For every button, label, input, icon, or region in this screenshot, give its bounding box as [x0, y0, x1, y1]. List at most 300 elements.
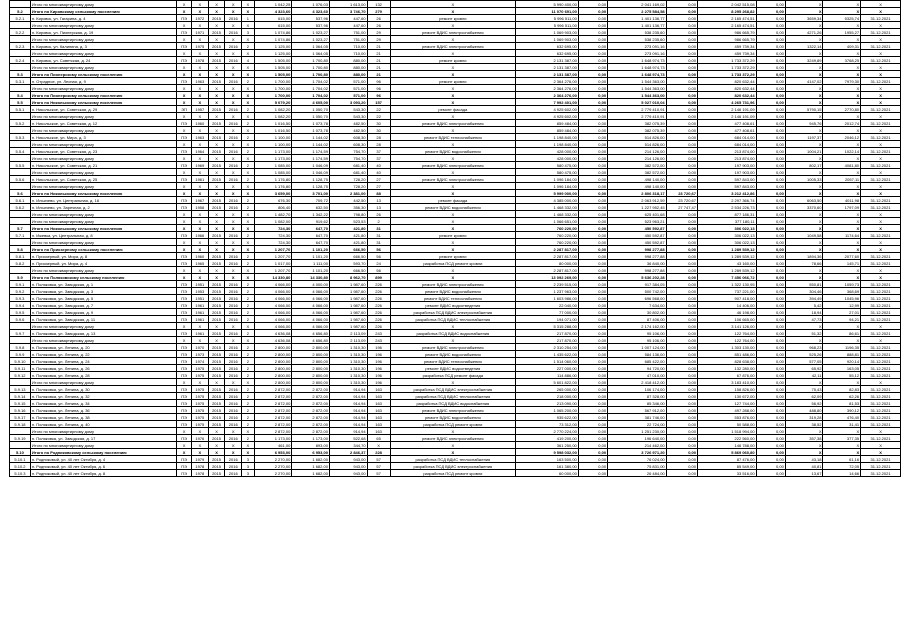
table-cell: ПЭ [177, 407, 192, 414]
table-cell: разработка ПСД ВДИС теплоснабжения [390, 393, 515, 400]
table-cell: 1975 [191, 365, 208, 372]
table-cell: 2 297 366,74 [698, 197, 757, 204]
table-cell: 31 [367, 225, 390, 232]
table-cell: 1 682,00 [292, 470, 330, 477]
table-cell: 2 146 191,09 [698, 106, 757, 113]
table-cell: 2016 [225, 386, 242, 393]
table-cell: 356,30 [329, 204, 367, 211]
table-cell: 1 613,00 [329, 1, 367, 8]
table-cell: 0,00 [578, 288, 607, 295]
table-cell: Итого по многоквартирному дому [30, 267, 176, 274]
table-cell: 2 [242, 407, 255, 414]
table-cell: Х [208, 190, 225, 197]
table-cell: 2016 [225, 372, 242, 379]
table-cell: 920,14 [823, 358, 861, 365]
table-cell: Х [390, 449, 515, 456]
table-cell: Х [242, 379, 255, 386]
table-cell: 2016 [225, 15, 242, 22]
table-cell: 500 742,00 [608, 288, 667, 295]
table-cell: Х [823, 246, 861, 253]
table-cell: 0,00 [756, 15, 785, 22]
table-cell: 1 096 184,00 [516, 176, 579, 183]
table-cell: 13,67 [785, 470, 823, 477]
table-cell: 4 066,00 [292, 316, 330, 323]
table-cell: ремонт кровли [390, 57, 515, 64]
table-cell: 5.7.1 [10, 232, 31, 239]
table-cell: 21 [367, 64, 390, 71]
table-cell: 4 323,60 [292, 8, 330, 15]
table-cell: п. Кировск, ул. Гагарина, д. 4 [30, 15, 176, 22]
table-cell: 122 764,00 [698, 337, 757, 344]
table-cell: 2016 [225, 106, 242, 113]
table-cell: 1 069 903,00 [516, 29, 579, 36]
table-cell: 1 733 372,29 [698, 64, 757, 71]
table-cell: п. Поляковка, ул. Ленина, д. 26 [30, 365, 176, 372]
table-cell: Х [785, 428, 823, 435]
table-row [10, 295, 901, 302]
table-cell: 0,00 [578, 120, 607, 127]
table-cell: 917 384,05 [608, 281, 667, 288]
table-cell: п. Поляковка, ул. Ленина, д. 40 [30, 421, 176, 428]
table-cell: Х [785, 218, 823, 225]
table-cell: Х [861, 36, 901, 43]
table-row [10, 120, 901, 127]
table-cell: 919,62 [292, 218, 330, 225]
table-cell: 0,00 [756, 8, 785, 15]
table-cell: 1 251 230,00 [608, 428, 667, 435]
table-cell: 5 996 511,00 [516, 15, 579, 22]
table-cell: Итого по многоквартирному дому [30, 36, 176, 43]
table-cell: Х [208, 246, 225, 253]
table-cell: Х [191, 92, 208, 99]
table-cell: 0,00 [578, 260, 607, 267]
table-cell: 2 [242, 330, 255, 337]
table-cell: 5.5.6 [10, 176, 31, 183]
table-row [10, 232, 901, 239]
table-cell: 227 000,00 [516, 365, 579, 372]
table-cell: 2 872,00 [292, 407, 330, 414]
table-cell: Х [225, 225, 242, 232]
table-cell: Х [191, 239, 208, 246]
table-cell: Х [861, 183, 901, 190]
table-cell: 0,00 [578, 435, 607, 442]
table-cell: 2016 [225, 470, 242, 477]
table-cell: 666,50 [329, 267, 367, 274]
table-cell: 31.12.2021 [861, 232, 901, 239]
table-cell: Х [225, 1, 242, 8]
table-cell: 0,00 [578, 295, 607, 302]
table-cell: Х [785, 379, 823, 386]
table-cell: 11 070 691,00 [516, 8, 579, 15]
table-cell: 421,80 [329, 239, 367, 246]
table-cell: 0,00 [578, 449, 607, 456]
table-cell: 1 073,78 [292, 120, 330, 127]
table-cell: 5325,74 [823, 15, 861, 22]
table-cell: 0,00 [756, 337, 785, 344]
table-cell: 78,66 [785, 260, 823, 267]
table-cell: Х [823, 190, 861, 197]
table-cell: Х [225, 211, 242, 218]
table-cell: 0,00 [756, 281, 785, 288]
table-cell: 31.12.2021 [861, 15, 901, 22]
table-cell: 2 800,00 [254, 365, 292, 372]
table-cell: 0,00 [756, 64, 785, 71]
table-cell: 1004,21 [785, 148, 823, 155]
table-cell: 0,00 [756, 99, 785, 106]
table-cell: 2 [242, 421, 255, 428]
table-cell: Х [208, 71, 225, 78]
table-cell: Х [861, 85, 901, 92]
table-cell: 2 [242, 162, 255, 169]
table-cell: 5.9.5 [10, 309, 31, 316]
table-cell: ремонт ВДИС электроснабжения [390, 281, 515, 288]
table-cell: 21 [367, 71, 390, 78]
table-cell: 0,00 [666, 351, 697, 358]
table-cell: 1974 [191, 358, 208, 365]
table-cell: 0,00 [666, 57, 697, 64]
table-cell: 0,00 [578, 127, 607, 134]
table-cell: ремонт фасада [390, 197, 515, 204]
table-cell: Х [242, 183, 255, 190]
table-cell: 0,00 [578, 253, 607, 260]
table-cell: ПЭ [177, 281, 192, 288]
table-cell: 226 [367, 288, 390, 295]
table-row [10, 211, 901, 218]
table-body [10, 1, 901, 477]
table-row [10, 414, 901, 421]
table-cell: ПЭ [177, 365, 192, 372]
table-cell: 2016 [225, 78, 242, 85]
table-cell: 580 475,00 [516, 162, 579, 169]
table-cell: 8 962,70 [329, 274, 367, 281]
table-cell: 2 [242, 253, 255, 260]
table-cell: 5.9.1 [10, 281, 31, 288]
table-cell: 428 000,00 [516, 148, 579, 155]
table-cell: 194 071,00 [516, 316, 579, 323]
table-cell: 914,94 [329, 428, 367, 435]
table-cell: 553 876,00 [698, 414, 757, 421]
table-row [10, 169, 901, 176]
table-cell: 1 023,27 [292, 29, 330, 36]
table-cell: 0,00 [578, 8, 607, 15]
table-cell: 2046,12 [823, 134, 861, 141]
table-cell: 1 100,00 [254, 134, 292, 141]
table-cell: 38,52 [785, 421, 823, 428]
table-cell: 0,00 [578, 316, 607, 323]
table-cell: 2 800,00 [254, 358, 292, 365]
table-cell: 0,00 [666, 22, 697, 29]
table-cell: 1961 [191, 176, 208, 183]
table-cell: Х [177, 239, 192, 246]
table-cell: ПЭ [177, 29, 192, 36]
table-cell: 0,00 [666, 337, 697, 344]
table-cell: 2015 [208, 470, 225, 477]
table-cell: 724,30 [254, 225, 292, 232]
table-row [10, 400, 901, 407]
table-cell: 85 346,00 [608, 400, 667, 407]
table-cell: 43 160,00 [698, 260, 757, 267]
table-cell: 2015 [208, 120, 225, 127]
table-cell: 2 [242, 358, 255, 365]
table-cell: 21 [367, 50, 390, 57]
table-cell: 0,00 [666, 92, 697, 99]
table-cell: Х [785, 127, 823, 134]
table-cell: 0,00 [578, 246, 607, 253]
table-row [10, 36, 901, 43]
table-row [10, 393, 901, 400]
table-row [10, 407, 901, 414]
table-cell: п. Отрадное, ул. Лесная, д. 9 [30, 78, 176, 85]
table-cell: 2015 [208, 351, 225, 358]
table-cell: 0,00 [578, 15, 607, 22]
table-cell: 87 328,00 [608, 393, 667, 400]
table-cell: Х [191, 211, 208, 218]
table-cell [10, 169, 31, 176]
table-cell: 31.12.2021 [861, 386, 901, 393]
table-cell: 226 [367, 295, 390, 302]
table-cell: 163 500,00 [516, 456, 579, 463]
table-cell: 2016 [225, 316, 242, 323]
table-cell: 368,69 [823, 288, 861, 295]
table-cell: Х [225, 92, 242, 99]
table-cell: 710,00 [329, 50, 367, 57]
table-cell: 1 144,02 [292, 134, 330, 141]
table-cell: 1 198 840,00 [516, 134, 579, 141]
table-cell: 14,66 [823, 470, 861, 477]
table-cell: 2015 [208, 281, 225, 288]
table-cell: 0,00 [666, 323, 697, 330]
table-cell: 0,00 [756, 386, 785, 393]
table-cell: Х [242, 211, 255, 218]
table-cell: Х [390, 92, 515, 99]
table-cell: 196 [367, 365, 390, 372]
table-cell: Х [208, 225, 225, 232]
table-cell: 1969 [191, 162, 208, 169]
table-cell: 5.9.15 [10, 400, 31, 407]
table-cell: 6063,50 [785, 197, 823, 204]
table-cell: 0,00 [756, 36, 785, 43]
table-cell: Итого по многоквартирному дому [30, 428, 176, 435]
table-cell: Х [177, 323, 192, 330]
table-cell: 1 227 952,45 [608, 204, 667, 211]
table-cell: разработка ПСД ремонт кровли [390, 260, 515, 267]
table-cell: Х [208, 141, 225, 148]
table-cell: 0,00 [756, 421, 785, 428]
table-cell: 0,00 [756, 442, 785, 449]
table-cell: разработка ПСД ВДИС водоснабжения [390, 330, 515, 337]
table-cell: Х [390, 155, 515, 162]
table-row [10, 176, 901, 183]
table-cell: 477 408,61 [698, 120, 757, 127]
table-row [10, 246, 901, 253]
table-cell: 1 207,70 [254, 246, 292, 253]
table-cell: ПЭ [177, 470, 192, 477]
table-cell: 1 046,09 [292, 169, 330, 176]
table-cell: Х [823, 211, 861, 218]
table-cell: 537,96 [292, 22, 330, 29]
table-cell: 914,94 [329, 414, 367, 421]
table-cell: Х [208, 92, 225, 99]
table-cell: 1 173,00 [254, 155, 292, 162]
table-cell: ПЭ [177, 463, 192, 470]
table-cell: 0,00 [578, 330, 607, 337]
table-cell: 1 289 539,12 [698, 267, 757, 274]
table-cell: Х [242, 1, 255, 8]
table-cell: Х [208, 169, 225, 176]
table-cell: Х [242, 141, 255, 148]
table-row [10, 29, 901, 36]
table-cell: Х [242, 246, 255, 253]
table-cell: 2 779 410,91 [608, 106, 667, 113]
table-cell: Х [242, 22, 255, 29]
table-cell: Итого по многоквартирному дому [30, 127, 176, 134]
table-cell: 0,00 [578, 169, 607, 176]
table-cell: 7 992 401,00 [516, 99, 579, 106]
table-cell: Х [861, 99, 901, 106]
table-cell: 357,38 [785, 435, 823, 442]
table-cell: Х [208, 449, 225, 456]
table-cell: 5.3.1 [10, 78, 31, 85]
table-cell: 0,00 [666, 211, 697, 218]
table-cell: 877 186,31 [698, 211, 757, 218]
table-row [10, 351, 901, 358]
table-cell: Итого по многоквартирному дому [30, 211, 176, 218]
table-cell: 1 173,00 [292, 435, 330, 442]
table-row [10, 141, 901, 148]
table-cell: 943,00 [329, 463, 367, 470]
table-cell: Х [823, 442, 861, 449]
table-cell: Х [861, 442, 901, 449]
table-cell: 5.5.2 [10, 120, 31, 127]
table-cell: 498 140,00 [608, 176, 667, 183]
table-cell: 584 136,00 [608, 351, 667, 358]
table-cell: 0,00 [756, 309, 785, 316]
table-cell: Х [823, 141, 861, 148]
table-cell: 226 [367, 323, 390, 330]
table-row [10, 344, 901, 351]
table-cell: 728,20 [329, 176, 367, 183]
table-cell: 2 [242, 414, 255, 421]
table-cell: Х [785, 50, 823, 57]
table-cell: 0,00 [756, 106, 785, 113]
table-cell: Х [177, 246, 192, 253]
table-cell: Х [785, 274, 823, 281]
table-cell: Х [390, 239, 515, 246]
table-cell: 1 096 184,00 [516, 183, 579, 190]
table-cell: 2 770 224,00 [516, 428, 579, 435]
table-row [10, 267, 901, 274]
table-cell: 577,05 [785, 358, 823, 365]
table-cell: 1 733 372,29 [698, 57, 757, 64]
table-cell: 1976 [191, 435, 208, 442]
table-cell: 4 066,00 [254, 295, 292, 302]
table-cell: 2016 [225, 29, 242, 36]
table-cell: 1894,36 [785, 253, 823, 260]
table-cell: Х [785, 8, 823, 15]
table-cell: 57 [367, 470, 390, 477]
table-cell: 0,00 [666, 99, 697, 106]
table-cell: 5.9.11 [10, 365, 31, 372]
table-cell: 0,00 [666, 295, 697, 302]
table-cell: 5.9.4 [10, 302, 31, 309]
table-cell: 2 270,00 [254, 456, 292, 463]
table-cell: 4 066,00 [254, 281, 292, 288]
table-cell: 1970 [191, 344, 208, 351]
table-cell: 2016 [225, 260, 242, 267]
table-cell: Х [785, 92, 823, 99]
table-cell: Х [208, 1, 225, 8]
table-cell: 0,00 [666, 281, 697, 288]
table-cell: 2 800,00 [292, 379, 330, 386]
table-cell: Х [861, 155, 901, 162]
table-cell: Х [191, 22, 208, 29]
table-cell: 2 063 912,59 [608, 197, 667, 204]
table-cell: 5.10.1 [10, 456, 31, 463]
table-cell: 5.9.19 [10, 435, 31, 442]
table-cell: 2 872,00 [254, 400, 292, 407]
table-cell: 62,26 [823, 393, 861, 400]
table-cell: Х [208, 239, 225, 246]
table-cell: 1 435 622,00 [516, 351, 579, 358]
table-cell: 0,00 [578, 64, 607, 71]
table-cell: 31.12.2021 [861, 162, 901, 169]
table-cell: 14 330,80 [254, 274, 292, 281]
table-cell: 306 022,13 [698, 225, 757, 232]
table-cell: 2 800,00 [292, 372, 330, 379]
table-cell: 12,99 [823, 302, 861, 309]
table-cell: 22 [367, 106, 390, 113]
table-cell: 935 622,00 [516, 414, 579, 421]
table-cell: 4 323,60 [254, 8, 292, 15]
table-cell: 163 [367, 400, 390, 407]
table-cell: 31.12.2021 [861, 302, 901, 309]
table-cell: Х [208, 442, 225, 449]
table-cell: Х [242, 92, 255, 99]
table-cell: Х [191, 379, 208, 386]
table-cell: 0,00 [578, 407, 607, 414]
table-cell: п. Поляковка, ул. Ленина, д. 30 [30, 386, 176, 393]
table-cell: ремонт ВДИС электроснабжения [390, 29, 515, 36]
table-cell: 2015 [208, 134, 225, 141]
table-cell: 0,00 [578, 344, 607, 351]
table-cell: 306 022,13 [698, 239, 757, 246]
table-cell: 914,94 [329, 400, 367, 407]
table-cell: 3 212 412,86 [698, 190, 757, 197]
table-cell: Х [191, 85, 208, 92]
table-cell: 1 144,02 [292, 141, 330, 148]
table-cell: разработка ПСД ремонт фасада [390, 372, 515, 379]
table-cell: 2015 [208, 29, 225, 36]
table-cell: 3370,60 [785, 204, 823, 211]
table-cell: Х [785, 71, 823, 78]
table-cell: 1 987,60 [329, 281, 367, 288]
table-cell: Х [861, 225, 901, 232]
table-cell: Х [785, 169, 823, 176]
table-cell: 1 310,30 [329, 365, 367, 372]
table-cell: п. Поляковка, ул. Ленина, д. 20 [30, 344, 176, 351]
table-cell: 0,00 [756, 330, 785, 337]
table-cell: 1 207,70 [254, 267, 292, 274]
table-cell: 0,00 [756, 351, 785, 358]
table-cell: Х [191, 267, 208, 274]
table-cell: ремонт ВДИС теплоснабжения [390, 358, 515, 365]
table-cell: 2 800,00 [254, 351, 292, 358]
table-cell: 226 [367, 309, 390, 316]
table-cell: Х [191, 442, 208, 449]
table-cell: 0,00 [666, 288, 697, 295]
table-cell: 514 826,00 [608, 141, 667, 148]
table-cell: 5.8 [10, 246, 31, 253]
